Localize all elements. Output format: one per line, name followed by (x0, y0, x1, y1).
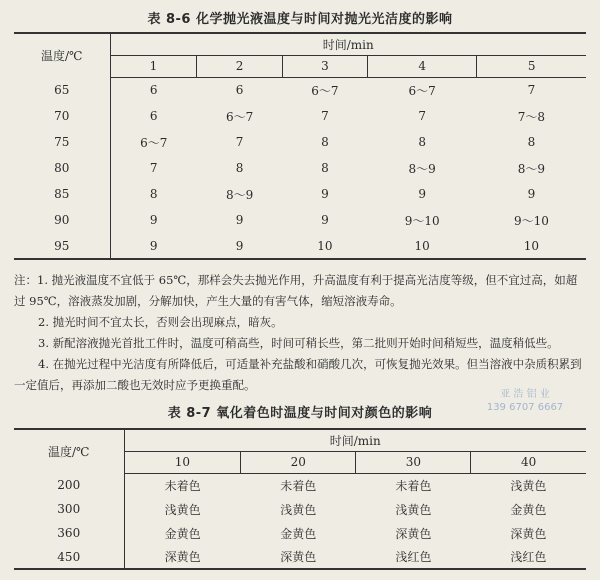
table-row (14, 77, 586, 103)
value-cell: 8 (149, 187, 158, 201)
value-cell: 浅黄色 (510, 478, 547, 493)
value-cell: 8 (321, 135, 329, 149)
table-row (14, 473, 586, 497)
column-header: 4 (368, 55, 477, 77)
temperature-cell: 95 (14, 233, 110, 259)
value-cell: 10 (282, 233, 367, 259)
temperature-cell: 70 (14, 103, 110, 129)
temperature-cell: 360 (14, 521, 124, 545)
value-cell: 6～7 (408, 83, 436, 98)
temperature-cell: 75 (14, 129, 110, 155)
value-cell: 未着色 (280, 478, 317, 493)
note-4: 4. 在抛光过程中光洁度有所降低后，可适量补充盐酸和硝酸几次，可恢复抛光效果。但当溶液中杂质积累到一定值后，再添加二酸也无效时应予更换重配。 (14, 357, 582, 392)
value-cell: 9 (235, 213, 244, 227)
value-cell: 9 (321, 213, 329, 227)
value-cell: 8 (235, 161, 244, 175)
value-cell: 深黄色 (241, 545, 356, 569)
value-cell: 深黄色 (395, 526, 432, 541)
column-header: 30 (356, 451, 471, 473)
column-header: 40 (471, 451, 586, 473)
table-row (14, 497, 586, 521)
table-row (14, 181, 586, 207)
value-cell: 未着色 (395, 478, 432, 493)
value-cell: 8～9 (225, 187, 254, 202)
temperature-cell: 80 (14, 155, 110, 181)
column-header: 5 (477, 55, 586, 77)
value-cell: 7 (149, 161, 158, 175)
table-8-7 (14, 428, 586, 570)
column-header: 2 (197, 55, 282, 77)
value-cell: 6～7 (140, 135, 168, 150)
value-cell: 7 (418, 109, 426, 123)
value-cell: 7 (527, 83, 536, 98)
table-8-6 (14, 32, 586, 260)
column-header: 10 (124, 451, 241, 473)
value-cell: 6 (235, 83, 244, 98)
note-3: 3. 新配溶液抛光首批工件时，温度可稍高些，时间可稍长些，第二批则开始时间稍短些，温度稍低些。 (38, 336, 559, 350)
value-cell: 7 (235, 135, 244, 149)
table-row (14, 233, 586, 259)
temperature-cell: 200 (14, 473, 124, 497)
table-8-6-title: 表 8-6 化学抛光液温度与时间对抛光光洁度的影响 (147, 12, 453, 27)
value-cell: 9 (418, 187, 426, 201)
value-cell: 浅黄色 (164, 502, 201, 517)
value-cell: 浅黄色 (395, 502, 432, 517)
value-cell: 10 (368, 233, 477, 259)
row-header: 温度/℃ (14, 429, 124, 473)
value-cell: 9 (149, 213, 158, 227)
table-row (14, 155, 586, 181)
value-cell: 8 (527, 135, 536, 149)
value-cell: 8 (418, 135, 426, 149)
value-cell: 深黄色 (510, 526, 547, 541)
value-cell: 8～9 (517, 161, 546, 176)
temperature-cell: 300 (14, 497, 124, 521)
col-group-header: 时间/min (124, 429, 586, 451)
watermark-line-1: 亚 浩 铝 业 (500, 389, 550, 400)
value-cell: 金黄色 (280, 526, 317, 541)
watermark-line-2: 139 6707 6667 (486, 402, 564, 413)
column-header: 3 (282, 55, 367, 77)
value-cell: 9 (321, 187, 329, 201)
table-row (14, 207, 586, 233)
column-header: 1 (110, 55, 197, 77)
note-2: 2. 抛光时间不宜太长，否则会出现麻点，暗灰。 (38, 315, 283, 329)
value-cell: 6～7 (311, 83, 339, 98)
table-row (14, 103, 586, 129)
value-cell: 9～10 (513, 213, 549, 228)
table-row (14, 545, 586, 569)
value-cell: 6 (149, 109, 158, 123)
row-header: 温度/℃ (14, 33, 110, 77)
value-cell: 金黄色 (164, 526, 201, 541)
temperature-cell: 65 (14, 77, 110, 103)
column-header: 20 (241, 451, 356, 473)
value-cell: 9 (197, 233, 282, 259)
value-cell: 7 (321, 109, 329, 123)
value-cell: 深黄色 (124, 545, 241, 569)
value-cell: 9～10 (404, 213, 440, 228)
notes (14, 270, 586, 396)
value-cell: 9 (527, 187, 536, 201)
table-row (14, 129, 586, 155)
value-cell: 浅红色 (471, 545, 586, 569)
col-group-header: 时间/min (110, 33, 586, 55)
value-cell: 10 (477, 233, 586, 259)
value-cell: 8～9 (408, 161, 436, 176)
table-8-7-title: 表 8-7 氧化着色时温度与时间对颜色的影响 (167, 406, 433, 421)
value-cell: 金黄色 (510, 502, 547, 517)
value-cell: 6 (149, 83, 158, 98)
note-1: 注：1. 抛光液温度不宜低于 65℃，那样会失去抛光作用，升高温度有利于提高光洁度等级，但不宜过高，如超过 95℃，溶液蒸发加剧，分解加快，产生大量的有害气体，缩短溶液寿命。 (14, 273, 578, 308)
value-cell: 6～7 (225, 109, 254, 124)
value-cell: 浅黄色 (280, 502, 317, 517)
value-cell: 未着色 (164, 478, 201, 493)
temperature-cell: 85 (14, 181, 110, 207)
table-row (14, 521, 586, 545)
value-cell: 浅红色 (356, 545, 471, 569)
temperature-cell: 450 (14, 545, 124, 569)
temperature-cell: 90 (14, 207, 110, 233)
value-cell: 9 (110, 233, 197, 259)
value-cell: 7～8 (517, 109, 546, 124)
value-cell: 8 (321, 161, 329, 175)
